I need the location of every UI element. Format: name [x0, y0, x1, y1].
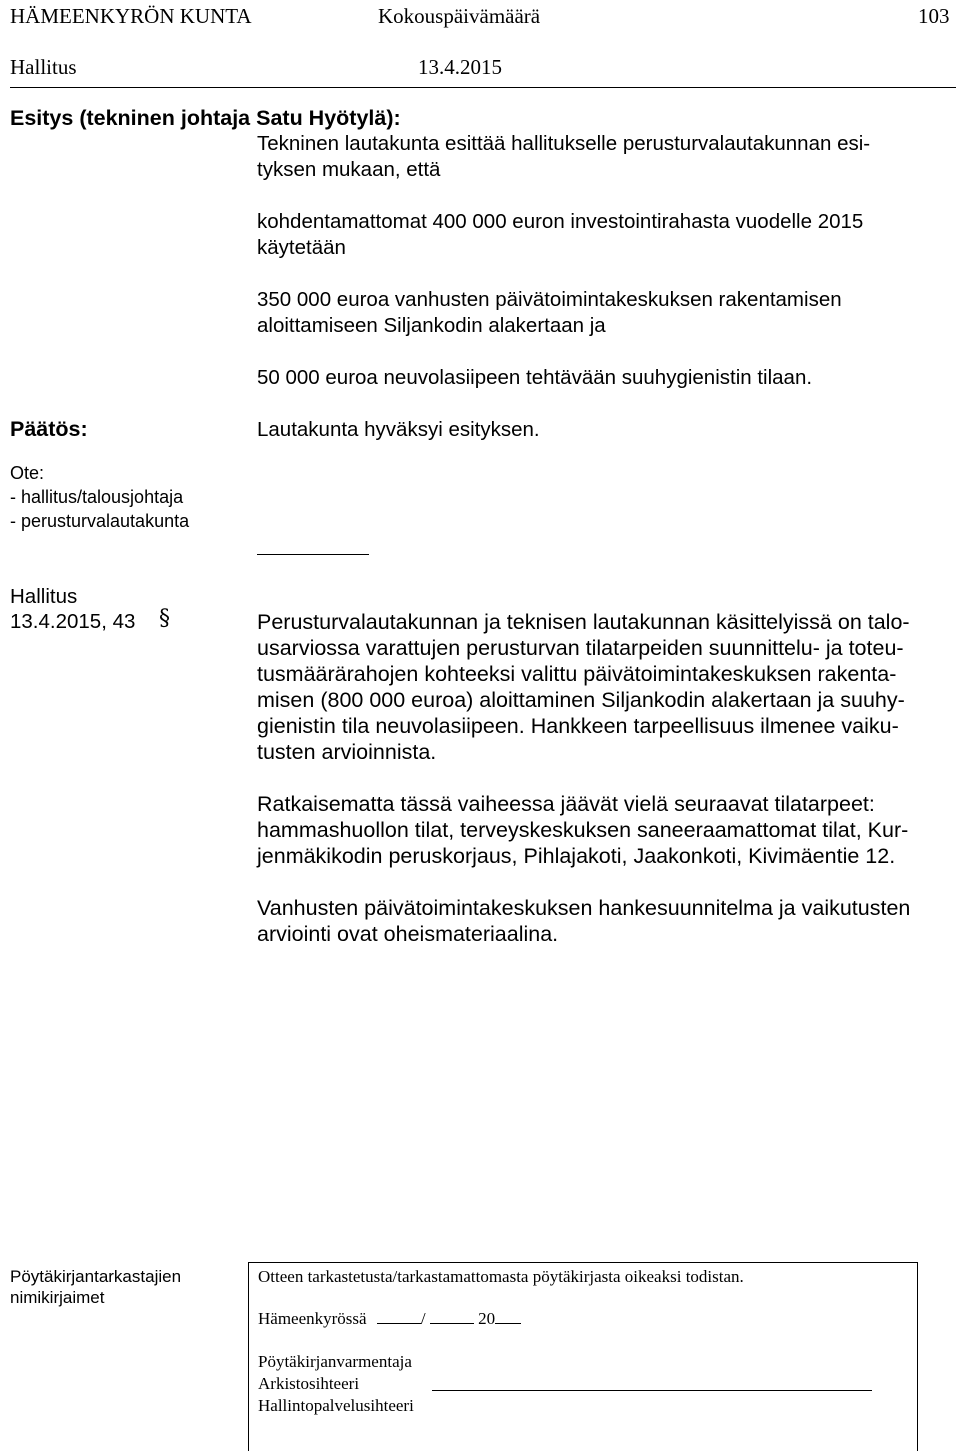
footer-role-1: Pöytäkirjanvarmentaja	[258, 1352, 412, 1371]
section-para1-line: usarviossa varattujen perusturvan tilatarpeiden suunnittelu- ja toteu-	[257, 636, 904, 660]
ote-item: - hallitus/talousjohtaja	[10, 487, 184, 507]
section-sign-icon: §	[159, 606, 170, 631]
proposal-p2-1: 350 000 euroa vanhusten päivätoimintakeskuksen rakentamisen	[257, 288, 842, 311]
section-para1-line: gienistin tila neuvolasiipeen. Hankkeen tarpeellisuus ilmenee vaiku-	[257, 714, 899, 738]
section-para2-line: Ratkaisematta tässä vaiheessa jäävät vielä seuraavat tilatarpeet:	[257, 792, 875, 816]
proposal-intro-1: Tekninen lautakunta esittää hallitukselle perusturvalautakunnan esi-	[257, 132, 871, 155]
footer-right-border	[917, 1262, 918, 1451]
section-para3-line: arviointi ovat oheismateriaalina.	[257, 922, 559, 946]
decision-text: Lautakunta hyväksyi esityksen.	[257, 418, 540, 441]
footer-month-blank	[430, 1309, 474, 1324]
proposal-p2-2: aloittamiseen Siljankodin alakertaan ja	[257, 314, 606, 337]
proposal-intro-2: tyksen mukaan, että	[257, 158, 441, 181]
header-divider	[10, 87, 956, 88]
proposal-heading: Esitys (tekninen johtaja Satu Hyötylä):	[10, 106, 401, 130]
footer-role-3: Hallintopalvelusihteeri	[258, 1396, 414, 1415]
footer-year-blank	[495, 1309, 521, 1324]
doc-type: Kokouspäivämäärä	[378, 4, 541, 28]
footer-year: 20	[478, 1309, 496, 1328]
section-para1-line: tusten arvioinnista.	[257, 740, 437, 764]
ote-item: - perusturvalautakunta	[10, 511, 190, 531]
org-name: HÄMEENKYRÖN KUNTA	[10, 4, 252, 28]
proposal-p1-1: kohdentamattomat 400 000 euron investointirahasta vuodelle 2015	[257, 210, 864, 233]
footer-top-border	[248, 1262, 918, 1263]
section-para2-line: jenmäkikodin peruskorjaus, Pihlajakoti, Jaakonkoti, Kivimäentie 12.	[257, 844, 896, 868]
footer-day-blank	[377, 1309, 421, 1324]
section-para1-line: misen (800 000 euroa) aloittaminen Siljankodin alakertaan ja suuhy-	[257, 688, 905, 712]
section-ref: 13.4.2015, 43	[10, 610, 136, 633]
separator-line	[257, 554, 369, 555]
footer-slash: /	[420, 1309, 426, 1328]
section-body: Hallitus	[10, 585, 78, 608]
meeting-date: 13.4.2015	[418, 55, 502, 79]
footer-role-2: Arkistosihteeri	[258, 1374, 360, 1393]
ote-label: Ote:	[10, 463, 45, 483]
footer-cert-text: Otteen tarkastetusta/tarkastamattomasta pöytäkirjasta oikeaksi todistan.	[258, 1267, 744, 1286]
footer-place-date	[258, 1308, 521, 1329]
footer-place: Hämeenkyrössä	[258, 1309, 367, 1328]
proposal-p3-1: 50 000 euroa neuvolasiipeen tehtävään suuhygienistin tilaan.	[257, 366, 813, 389]
footer-left-border	[248, 1262, 249, 1451]
section-para1-line: Perusturvalautakunnan ja teknisen lautakunnan käsittelyissä on talo-	[257, 610, 910, 634]
section-para3-line: Vanhusten päivätoimintakeskuksen hankesuunnitelma ja vaikutusten	[257, 896, 911, 920]
section-para1-line: tusmäärärahojen kohteeksi valittu päivätoimintakeskuksen rakenta-	[257, 662, 897, 686]
page-number: 103	[918, 4, 950, 28]
decision-label: Päätös:	[10, 417, 88, 441]
footer-initials-label-2: nimikirjaimet	[10, 1288, 105, 1307]
footer-signature-line	[432, 1390, 872, 1391]
footer-initials-label: Pöytäkirjantarkastajien	[10, 1267, 182, 1286]
section-para2-line: hammashuollon tilat, terveyskeskuksen saneeraamattomat tilat, Kur-	[257, 818, 909, 842]
meeting-body: Hallitus	[10, 55, 77, 79]
proposal-p1-2: käytetään	[257, 236, 346, 259]
